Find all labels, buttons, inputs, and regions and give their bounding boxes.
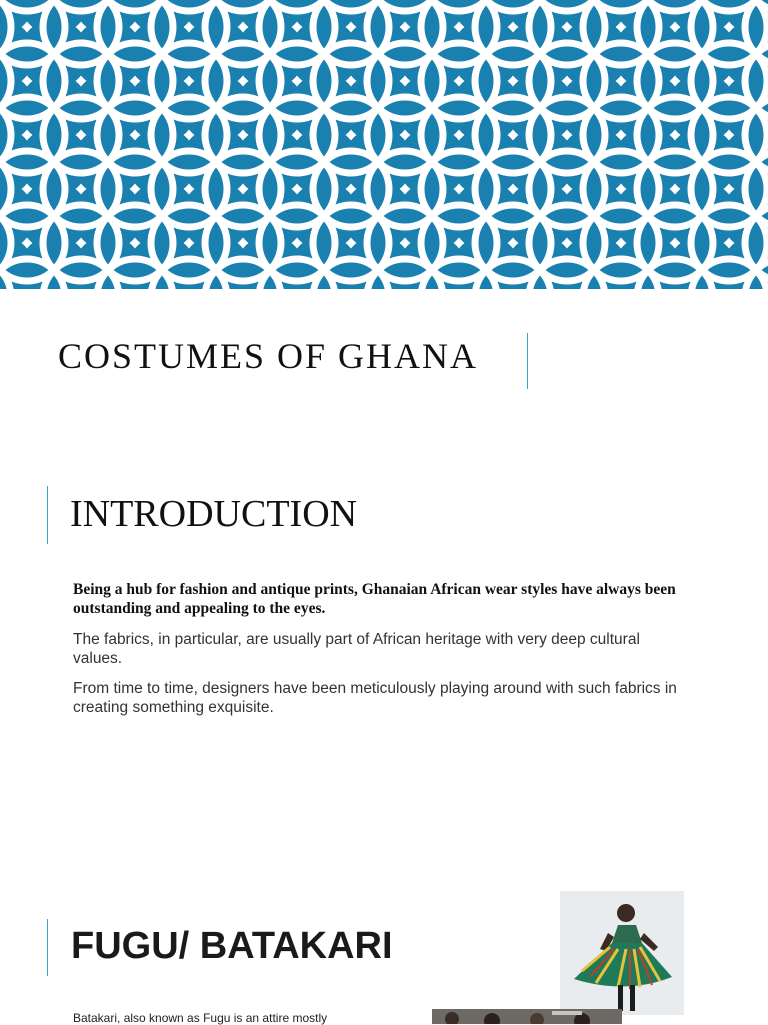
fugu-paragraph: Batakari, also known as Fugu is an attire mostly [73,1011,328,1025]
crowd-illustration [432,1009,622,1024]
title-slide [0,289,768,439]
intro-heading: INTRODUCTION [70,493,358,535]
interlocking-circles-pattern [0,0,768,289]
page-title: COSTUMES OF GHANA [58,336,479,376]
dancer-illustration [560,891,684,1015]
batakari-dancer-photo [560,891,684,1015]
intro-accent-bar [47,486,48,544]
fugu-accent-bar [47,919,48,976]
fugu-heading: FUGU/ BATAKARI [71,925,393,967]
intro-paragraph-3: From time to time, designers have been meticulously playing around with such fabrics in creating something exquisite. [73,680,677,716]
crowd-photo [432,1009,622,1024]
title-accent-bar [527,333,528,389]
intro-paragraph-bold: Being a hub for fashion and antique prints, Ghanaian African wear styles have always been outstanding and appealing to the eyes. [73,581,676,617]
intro-paragraph-2: The fabrics, in particular, are usually part of African heritage with very deep cultural values. [73,631,640,667]
decorative-pattern-banner [0,0,768,289]
